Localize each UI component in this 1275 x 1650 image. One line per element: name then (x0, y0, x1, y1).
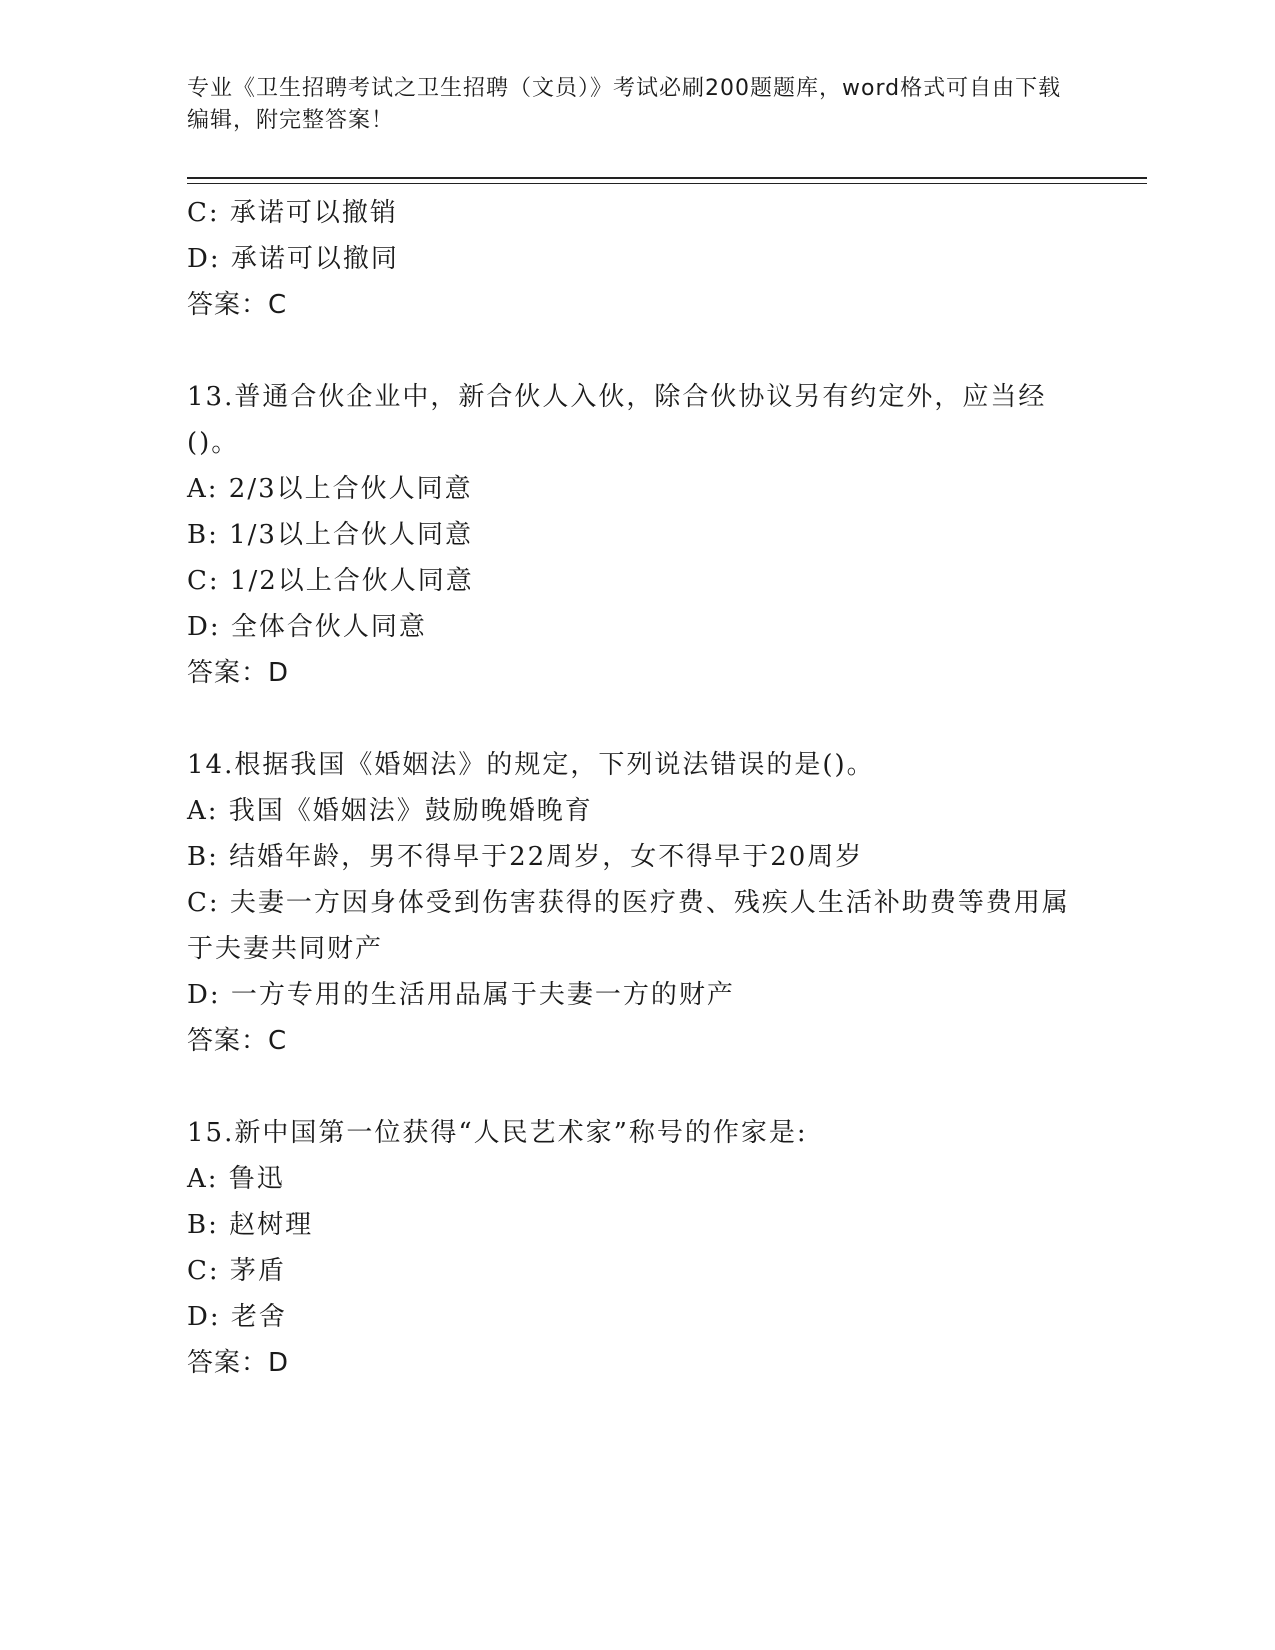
q13-option-c: C: 1/2以上合伙人同意 (187, 566, 474, 596)
answer-line: 答案：C (187, 290, 288, 320)
q15-option-b: B: 赵树理 (187, 1210, 314, 1240)
q14-answer: 答案：C (187, 1026, 288, 1056)
question-15: 15.新中国第一位获得“人民艺术家”称号的作家是: (187, 1118, 808, 1148)
q15-answer: 答案：D (187, 1348, 290, 1378)
q13-option-b: B: 1/3以上合伙人同意 (187, 520, 473, 550)
q13-option-d: D: 全体合伙人同意 (187, 612, 427, 642)
q13-answer: 答案：D (187, 658, 290, 688)
q14-option-c: C: 夫妻一方因身体受到伤害获得的医疗费、残疾人生活补助费等费用属于夫妻共同财产 (187, 888, 1070, 964)
document-header: 专业《卫生招聘考试之卫生招聘（文员）》考试必刷200题题库，word格式可自由下载编辑，附完整答案！ (187, 76, 1062, 133)
option-c: C: 承诺可以撤销 (187, 198, 398, 228)
q15-option-d: D: 老舍 (187, 1302, 287, 1332)
document-body (187, 190, 1087, 1386)
q13-option-a: A: 2/3以上合伙人同意 (187, 474, 473, 504)
q15-option-a: A: 鲁迅 (187, 1164, 285, 1194)
question-13: 13.普通合伙企业中，新合伙人入伙，除合伙协议另有约定外，应当经()。 (187, 382, 1047, 458)
q14-option-d: D: 一方专用的生活用品属于夫妻一方的财产 (187, 980, 735, 1010)
q15-option-c: C: 茅盾 (187, 1256, 286, 1286)
q14-option-a: A: 我国《婚姻法》鼓励晚婚晚育 (187, 796, 593, 826)
option-d: D: 承诺可以撤同 (187, 244, 399, 274)
q14-option-b: B: 结婚年龄，男不得早于22周岁，女不得早于20周岁 (187, 842, 864, 872)
question-14: 14.根据我国《婚姻法》的规定，下列说法错误的是()。 (187, 750, 875, 780)
header-rule-bottom (187, 183, 1147, 184)
header-rule-top (187, 177, 1147, 179)
